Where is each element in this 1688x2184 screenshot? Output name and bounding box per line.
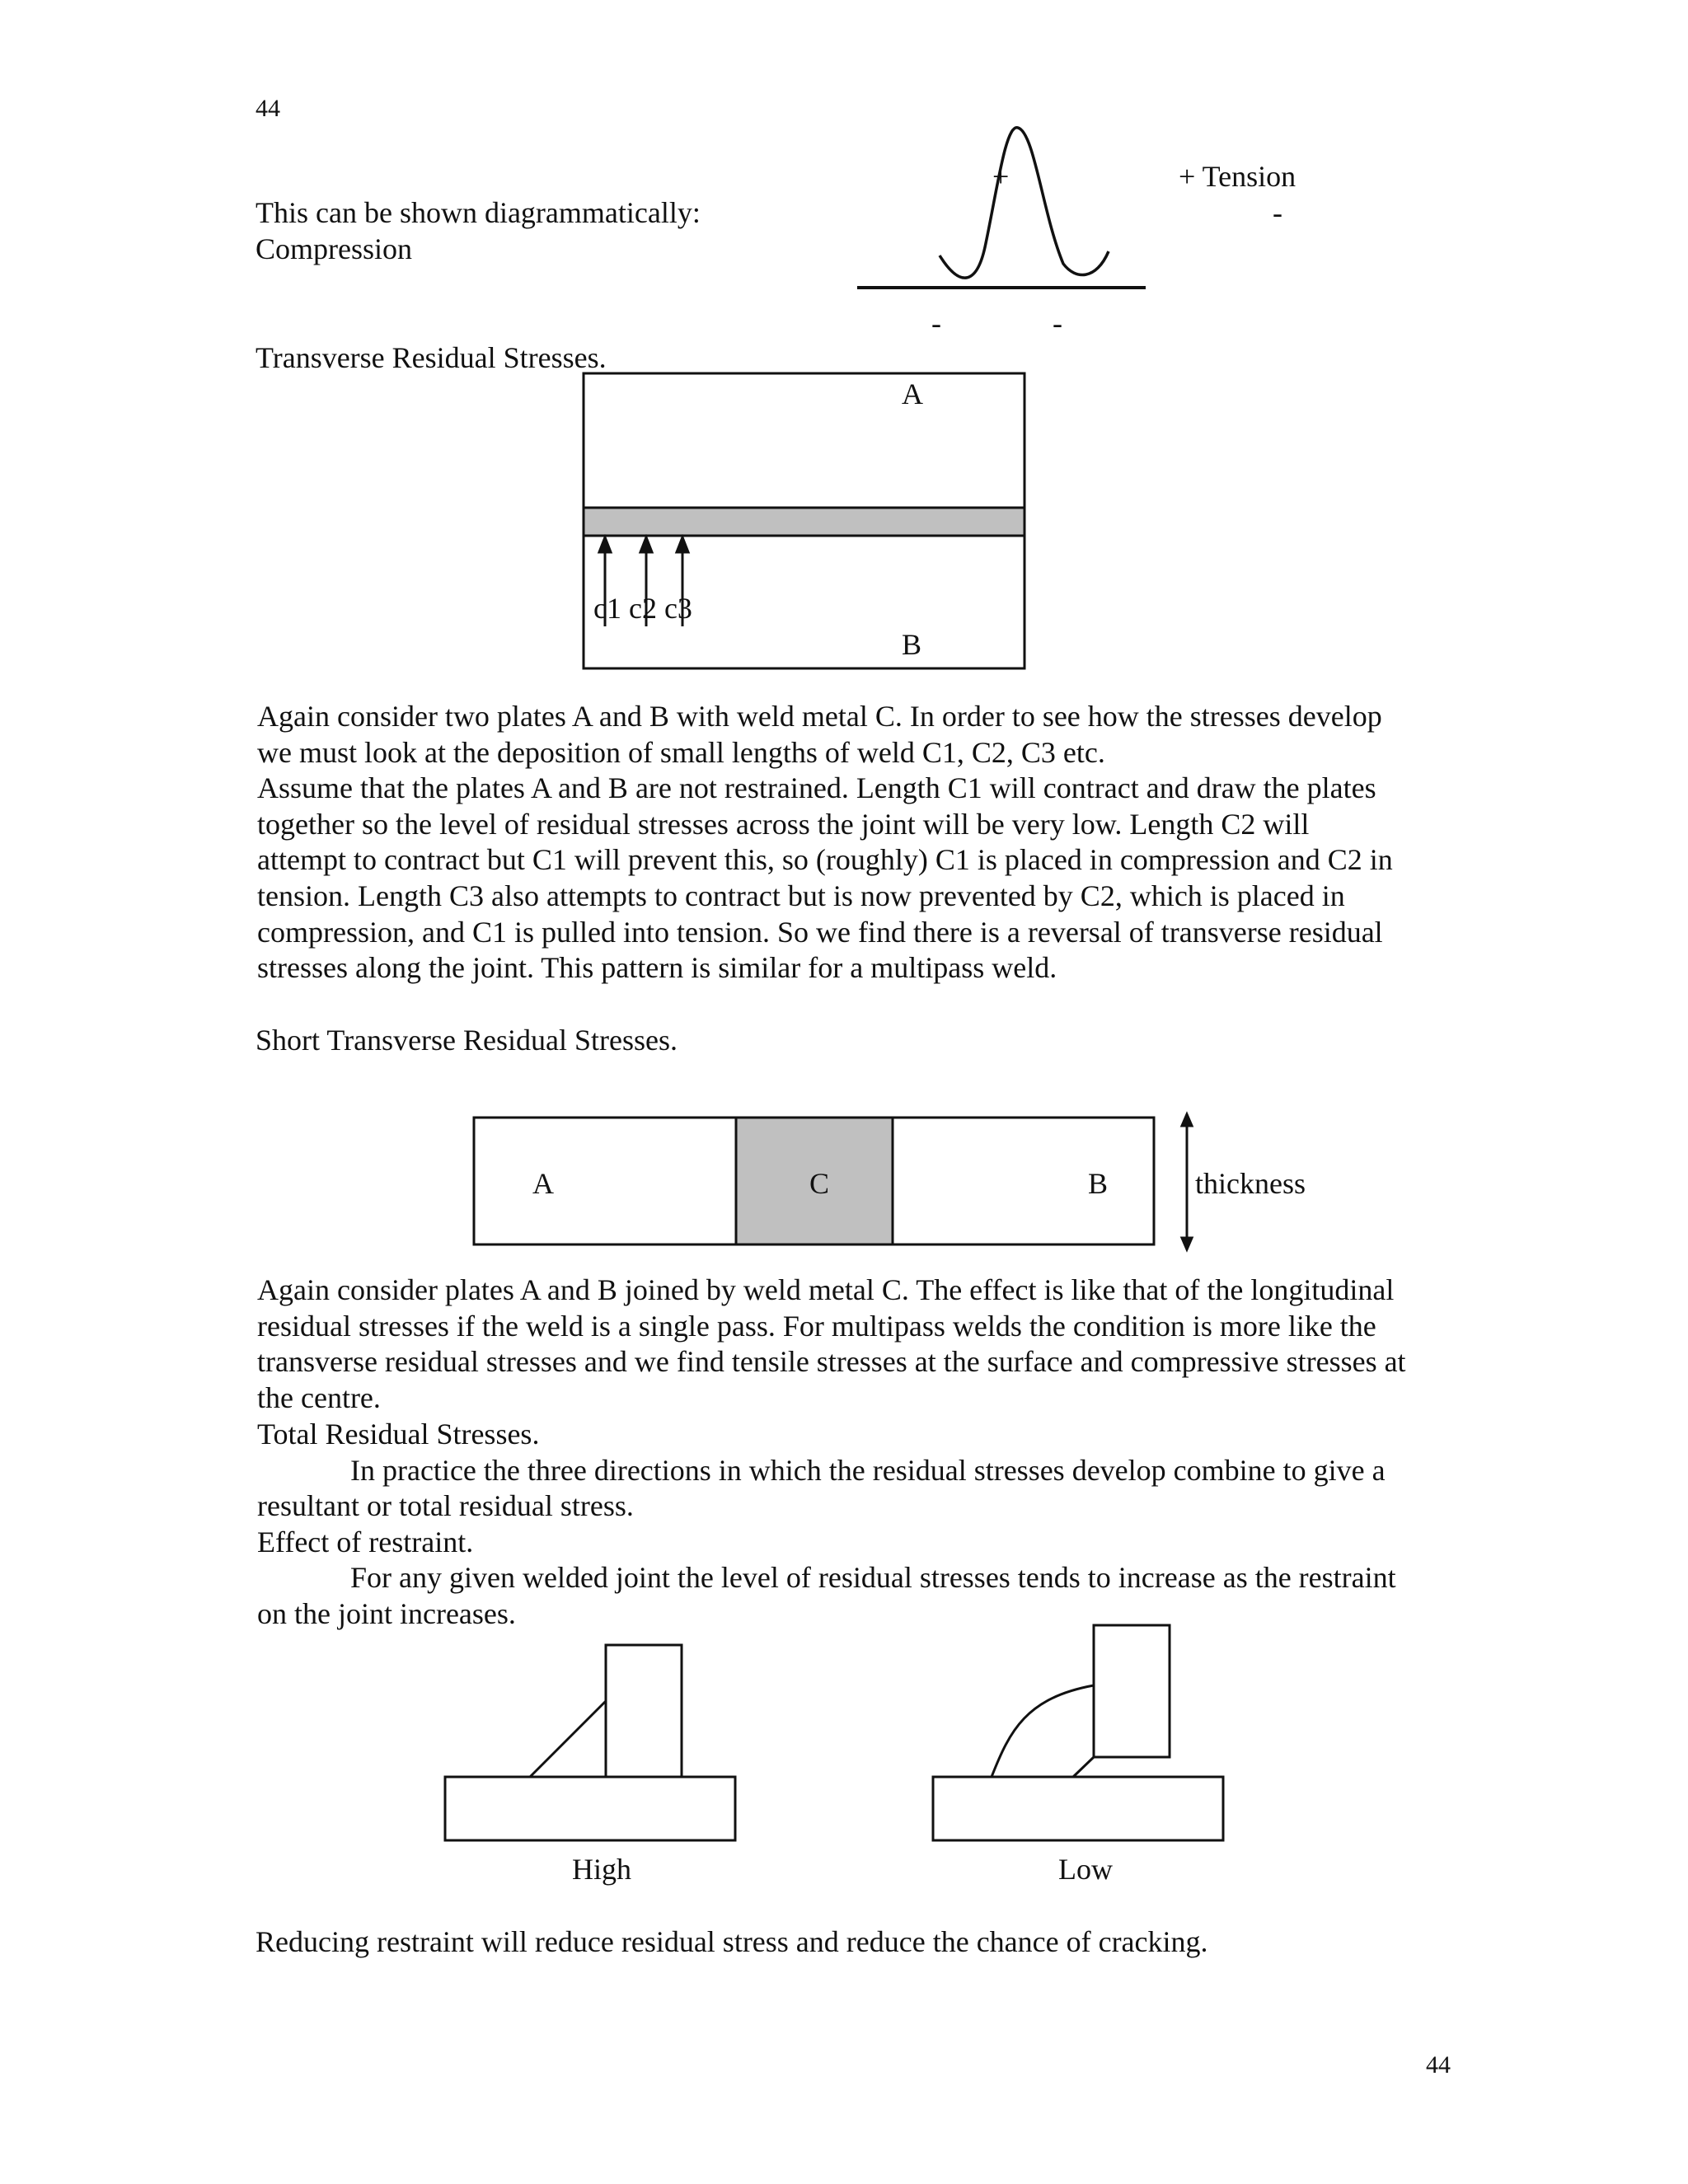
heading-transverse: Transverse Residual Stresses. bbox=[256, 341, 607, 374]
text-line: attempt to contract but C1 will prevent this, so (roughly) C1 is placed in compression and C2 in bbox=[257, 843, 1393, 877]
text-line: transverse residual stresses and we find tensile stresses at the surface and compressive stresses at bbox=[257, 1345, 1406, 1379]
text-line: the centre. bbox=[257, 1380, 381, 1414]
conclusion-text: Reducing restraint will reduce residual stress and reduce the chance of cracking. bbox=[256, 1925, 1208, 1958]
text-line: compression, and C1 is pulled into tension. So we find there is a reversal of transverse residual bbox=[257, 915, 1383, 949]
plate-a-label: A bbox=[532, 1167, 554, 1200]
right-minus-label: - bbox=[1273, 196, 1282, 229]
text-line: tension. Length C3 also attempts to contract but is now prevented by C2, which is placed in bbox=[257, 879, 1345, 912]
text-line: For any given welded joint the level of residual stresses tends to increase as the restraint bbox=[350, 1561, 1396, 1595]
thickness-label: thickness bbox=[1195, 1167, 1306, 1200]
text-line: residual stresses if the weld is a single pass. For multipass welds the condition is more like the bbox=[257, 1309, 1376, 1343]
heading-short-transverse: Short Transverse Residual Stresses. bbox=[256, 1024, 678, 1057]
text-line: In practice the three directions in which the residual stresses develop combine to give a bbox=[350, 1453, 1386, 1487]
text-line: stresses along the joint. This pattern is similar for a multipass weld. bbox=[257, 951, 1057, 985]
plate-a-label: A bbox=[902, 377, 923, 410]
high-label: High bbox=[572, 1853, 631, 1886]
heading-total: Total Residual Stresses. bbox=[257, 1418, 540, 1451]
page-number-bottom: 44 bbox=[1426, 2051, 1451, 2079]
low-restraint-joint bbox=[933, 1625, 1223, 1840]
text-line: we must look at the deposition of small lengths of weld C1, C2, C3 etc. bbox=[257, 735, 1105, 769]
text-line: Assume that the plates A and B are not restrained. Length C1 will contract and draw the plates bbox=[257, 771, 1376, 805]
text-line: on the joint increases. bbox=[257, 1596, 516, 1630]
text-line: Again consider two plates A and B with weld metal C. In order to see how the stresses develop bbox=[257, 700, 1382, 733]
text-line: Again consider plates A and B joined by weld metal C. The effect is like that of the longitudinal bbox=[257, 1273, 1395, 1306]
text-line: resultant or total residual stress. bbox=[257, 1489, 634, 1523]
high-restraint-joint bbox=[445, 1645, 735, 1840]
page-number-top: 44 bbox=[256, 95, 280, 122]
arrow-labels: c1 c2 c3 bbox=[593, 592, 692, 625]
plate-b-label: B bbox=[1088, 1167, 1109, 1200]
minus-right-label: - bbox=[1053, 307, 1062, 340]
compression-label: Compression bbox=[256, 232, 413, 265]
heading-restraint: Effect of restraint. bbox=[257, 1525, 474, 1558]
minus-left-label: - bbox=[931, 307, 941, 340]
text-line: together so the level of residual stresses across the joint will be very low. Length C2 will bbox=[257, 807, 1310, 841]
intro-line: This can be shown diagrammatically: bbox=[256, 196, 701, 229]
peak-plus-label: + bbox=[992, 160, 1010, 193]
low-label: Low bbox=[1058, 1853, 1113, 1886]
tension-label: + Tension bbox=[1179, 160, 1296, 193]
weld-c-label: C bbox=[809, 1167, 830, 1200]
plate-b-label: B bbox=[902, 628, 922, 661]
